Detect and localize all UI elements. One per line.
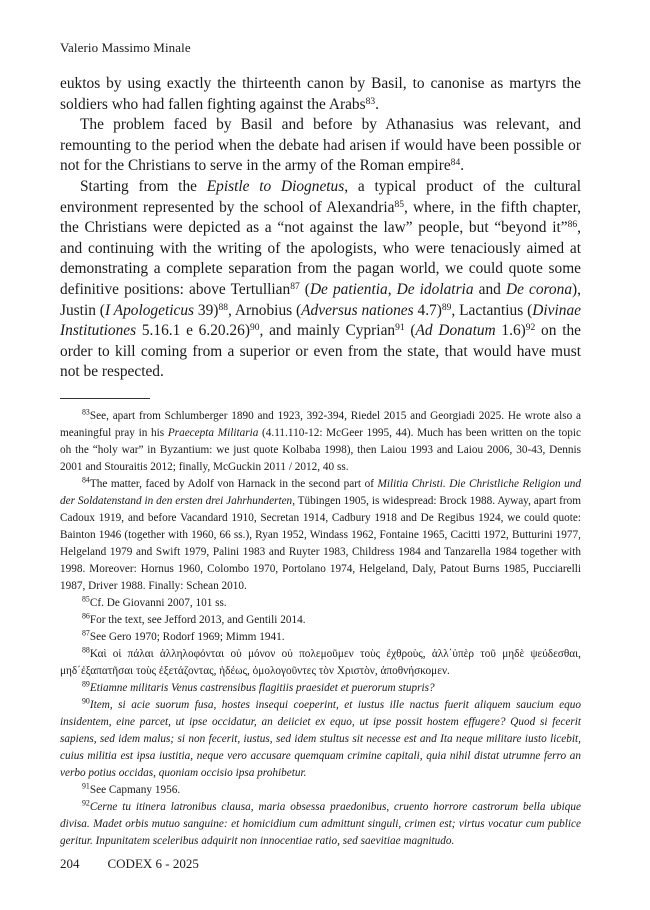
- footnote-separator: [60, 398, 150, 399]
- text-run: , and mainly Cyprian: [259, 322, 396, 340]
- text-run: For the text, see Jefford 2013, and Gentili 2014.: [89, 614, 306, 626]
- footnote-number: 89: [82, 679, 90, 689]
- italic-title: Praecepta Militaria: [167, 427, 259, 439]
- text-run: , Tübingen 1905, is widespread: Brock 1988. Ayway, apart from Cadoux 1919, and before Vacandard 1910, Secretan 1914, Cadbury 1918 and De Regibus 1924, we could quote: Bainton 1946 (together with 1960, 66 ss.), Ryan 1952, Windass 1962, Fontaine 1965, Cacitti 1972, Butturini 1977, Helgeland 1979 and Swift 1979, Palini 1983 and Ruyter 1983, Childress 1984 and Tanzarella 1984 together with 1998. Moreover: Hornus 1960, Colombo 1970, Portolano 1974, Helgeland, Daly, Patout Burns 1985, Pucciarelli 1987, Driver 1988. Finally: Schean 2010.: [60, 495, 581, 592]
- text-run: Starting from the: [80, 177, 207, 195]
- italic-title: Adversus nationes: [301, 301, 414, 319]
- text-run: , a typical product of the cultural environment represented by the school of Alexandria: [60, 177, 582, 216]
- footnote-83: [60, 408, 581, 476]
- footnote-number: 85: [82, 594, 90, 604]
- text-run: The matter, faced by Adolf von Harnack in the second part of: [89, 478, 378, 490]
- text-run: , where, in the fifth chapter, the Christians were depicted as a “not against the law” people, but “beyond it”: [60, 198, 581, 237]
- footnote-number: 87: [82, 628, 90, 638]
- footnote-90: [60, 697, 581, 782]
- text-run: 4.7): [413, 301, 442, 319]
- footnote-ref: 88: [218, 301, 228, 313]
- text-run: (: [299, 280, 310, 298]
- text-run: (4.11.110-12: McGeer 1995, 44). Much has been written on the topic oh the “holy war” in Byzantium: we just quote Kolbaba 1998), then Laiou 1993 and Laiou 2006, 30-43, Dennis 2001 and Stouraitis 2012; finally, McGuckin 2011 / 2012, 40 ss.: [60, 427, 582, 473]
- running-head-author: Valerio Massimo Minale: [60, 40, 191, 55]
- text-run: Cf. De Giovanni 2007, 101 ss.: [89, 597, 227, 609]
- italic-title: I Apologeticus: [104, 301, 195, 319]
- text-run: Cerne tu itinera latronibus clausa, maria obsessa praedonibus, cruento horrore castrorum bella ubique divisa. Madet orbis mutuo sanguine: et homicidium cum admittunt singuli, crimen est; virtus vocatur cum publice geritur. Inpunitatem sceleribus adquirit non innocentiae ratio, sed saevitiae magnitudo.: [60, 801, 581, 847]
- page-footer: [60, 856, 199, 872]
- text-run: 5.16.1 e 6.20.26): [136, 322, 250, 340]
- italic-title: Divinae Institutiones: [60, 301, 581, 340]
- italic-title: Ad Donatum: [415, 322, 496, 340]
- text-run: euktos by using exactly the thirteenth canon by Basil, to canonise as martyrs the soldiers who had fallen fighting against the Arabs: [60, 75, 581, 113]
- text-run: 39): [194, 301, 219, 319]
- paragraph-2: [60, 115, 581, 177]
- text-run: Item, si acie suorum fusa, hostes insequi coeperint, et iustus ille nactus fuerit aliquem saucium equo insidentem, eine parcet, ut ipse occidatur, an deiiciet ex equo, ut ipse possit hostem effugere? Quod si fecerit sapiens, sed idem malus; si non fecerit, iustus, sed idem stultus sit necesse est and Ita neque militare iusto licebit, cuius militia est ipsa iustitia, neque vero accusare quemquam crimine capitali, quia nihil distat utrumne ferro an verbo potius occidas, quoniam occisio ipsa prohibetur.: [60, 699, 581, 779]
- footnote-ref: 91: [395, 321, 405, 333]
- text-run: See, apart from Schlumberger 1890 and 1923, 392-394, Riedel 2015 and Georgiadi 2025. He wrote also a meaningful pray in his: [60, 410, 581, 439]
- journal-title: CODEX 6 - 2025: [107, 856, 199, 871]
- footnote-number: 83: [82, 407, 90, 417]
- text-run: See Gero 1970; Rodorf 1969; Mimm 1941.: [89, 631, 285, 643]
- footnote-87: [60, 629, 581, 646]
- text-run: The problem faced by Basil and before by Athanasius was relevant, and remounting to the period when the debate had arisen if would have been possible or not for the Christians to serve in the army of the Roman empire: [60, 116, 581, 175]
- footnote-ref: 87: [290, 280, 300, 292]
- paragraph-1: [60, 74, 581, 115]
- text-run: 1.6): [495, 322, 526, 340]
- text-run: Καὶ οἱ πάλαι ἀλληλοφόνται οὐ μόνον οὐ πολεμοῦμεν τοὺς ἐχθροὺς, ἀλλ΄ὑπὲρ τοῦ μηδὲ ψεύδεσθαι, μηδ΄ἐξαπατῆσαι τοὺς ἐξετάζοντας, ἡδέως, ὁμολογοῦντες τὸν Χριστὸν, ἀποθνήσκομεν.: [60, 648, 581, 677]
- text-run: (: [404, 322, 416, 340]
- footnote-88: [60, 646, 581, 680]
- footnote-ref: 86: [567, 218, 578, 230]
- text-run: , Lactantius (: [451, 301, 533, 319]
- footnote-ref: 84: [450, 157, 461, 169]
- main-text: [60, 74, 581, 383]
- text-run: , Arnobius (: [227, 301, 302, 319]
- italic-title: De patientia: [309, 280, 388, 298]
- page-number: 204: [60, 856, 80, 871]
- text-run: ), Justin (: [60, 280, 582, 319]
- italic-title: Epistle to Diognetus: [206, 177, 345, 195]
- footnote-ref: 89: [441, 301, 452, 313]
- text-run: on the order to kill coming from a superior or even from the state, that would have must not be respected.: [60, 322, 581, 381]
- footnote-number: 90: [82, 696, 90, 706]
- italic-title: De corona: [505, 280, 573, 298]
- footnote-number: 91: [82, 781, 90, 791]
- footnote-number: 86: [82, 611, 90, 621]
- footnote-86: [60, 612, 581, 629]
- italic-title: Militia Christi. Die Christliche Religion und der Soldatenstand in den ersten drei Jahrhunderten: [60, 478, 581, 507]
- text-run: See Capmany 1956.: [89, 784, 181, 796]
- footnote-ref: 85: [394, 198, 405, 210]
- paragraph-3: [60, 177, 581, 383]
- text-run: and: [473, 280, 506, 298]
- footnote-number: 92: [82, 798, 90, 808]
- footnote-ref: 92: [525, 321, 536, 333]
- text-run: .: [460, 157, 465, 175]
- footnote-84: [60, 476, 581, 595]
- footnote-number: 88: [82, 645, 90, 655]
- text-run: ,: [387, 280, 397, 298]
- text-run: .: [375, 95, 380, 113]
- footnotes: [60, 408, 581, 850]
- text-run: , and continuing with the writing of the apologists, who were tenaciously aimed at demonstrating a complete separation from the pagan world, we could quote some definitive positions: above Tertullian: [60, 219, 581, 298]
- footnote-ref: 90: [249, 321, 260, 333]
- footnote-91: [60, 782, 581, 799]
- footnote-92: [60, 799, 581, 850]
- footnote-85: [60, 595, 581, 612]
- footnote-ref: 83: [365, 95, 376, 107]
- footnote-89: [60, 680, 581, 697]
- italic-title: De idolatria: [396, 280, 474, 298]
- text-run: Etiamne militaris Venus castrensibus flagitiis praesidet et puerorum stupris?: [89, 682, 435, 694]
- footnote-number: 84: [82, 475, 90, 485]
